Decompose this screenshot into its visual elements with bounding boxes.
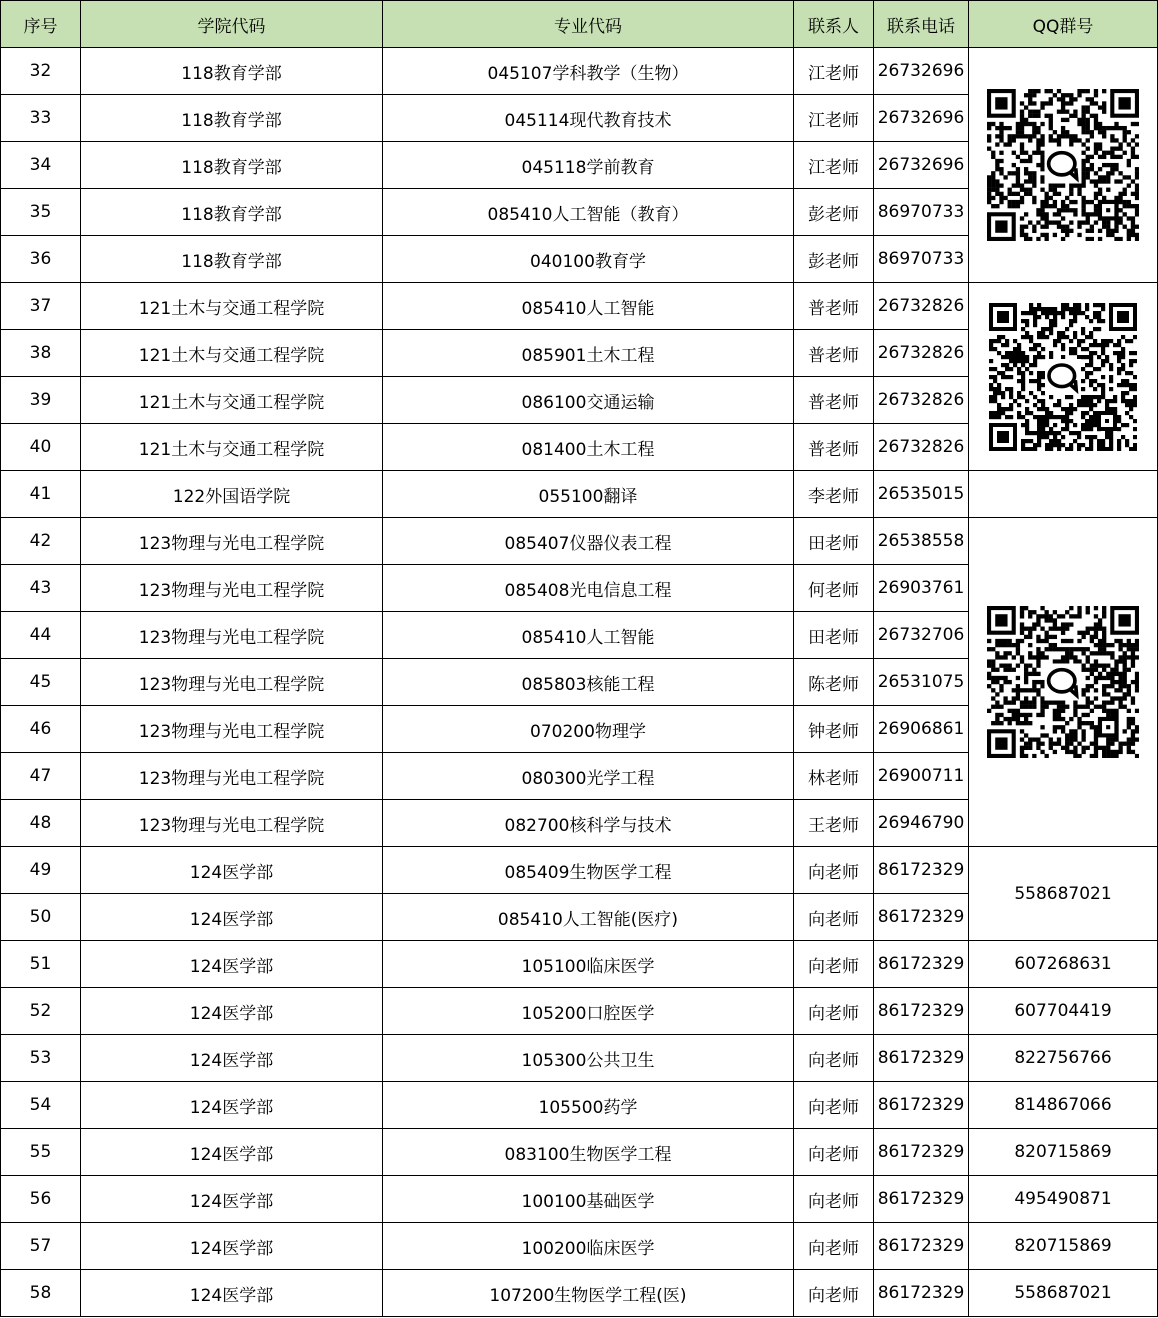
cell-major: 083100生物医学工程 [383,1129,794,1176]
cell-phone: 26732826 [874,283,969,330]
cell-phone: 26732696 [874,95,969,142]
header-row [1,1,1158,48]
cell-college: 121土木与交通工程学院 [81,424,383,471]
cell-index: 49 [1,847,81,894]
cell-qq-merged: 558687021 [969,847,1158,941]
cell-college: 118教育学部 [81,95,383,142]
cell-qq: 814867066 [969,1082,1158,1129]
cell-phone: 26538558 [874,518,969,565]
cell-college: 118教育学部 [81,236,383,283]
cell-college: 124医学部 [81,941,383,988]
cell-college: 123物理与光电工程学院 [81,565,383,612]
table-row [1,283,1158,330]
cell-phone: 86172329 [874,1223,969,1270]
cell-index: 53 [1,1035,81,1082]
cell-index: 38 [1,330,81,377]
cell-contact: 向老师 [794,1035,874,1082]
cell-phone: 86970733 [874,189,969,236]
cell-qq: 820715869 [969,1223,1158,1270]
cell-college: 123物理与光电工程学院 [81,753,383,800]
cell-contact: 向老师 [794,1129,874,1176]
cell-contact: 彭老师 [794,189,874,236]
qr-cell-physics [969,518,1158,847]
cell-index: 45 [1,659,81,706]
cell-contact: 普老师 [794,424,874,471]
header-college-code: 学院代码 [81,1,383,48]
cell-phone: 26531075 [874,659,969,706]
cell-index: 37 [1,283,81,330]
cell-major: 100100基础医学 [383,1176,794,1223]
cell-qq: 607268631 [969,941,1158,988]
table-row [1,1176,1158,1223]
cell-college: 124医学部 [81,1129,383,1176]
cell-qq: 495490871 [969,1176,1158,1223]
qr-code-icon [987,606,1139,758]
table-row [1,471,1158,518]
cell-index: 34 [1,142,81,189]
cell-index: 56 [1,1176,81,1223]
cell-qq: 822756766 [969,1035,1158,1082]
cell-phone: 26732826 [874,377,969,424]
cell-college: 124医学部 [81,1223,383,1270]
cell-index: 36 [1,236,81,283]
cell-phone: 26535015 [874,471,969,518]
cell-major: 070200物理学 [383,706,794,753]
cell-phone: 86172329 [874,941,969,988]
cell-contact: 田老师 [794,518,874,565]
cell-contact: 江老师 [794,142,874,189]
cell-index: 55 [1,1129,81,1176]
cell-college: 124医学部 [81,1035,383,1082]
cell-college: 118教育学部 [81,48,383,95]
cell-major: 085901土木工程 [383,330,794,377]
cell-major: 055100翻译 [383,471,794,518]
cell-contact: 田老师 [794,612,874,659]
cell-major: 105500药学 [383,1082,794,1129]
cell-contact: 普老师 [794,330,874,377]
table-row [1,1270,1158,1317]
cell-qq: 558687021 [969,1270,1158,1317]
cell-contact: 向老师 [794,941,874,988]
table-row [1,1035,1158,1082]
cell-major: 045114现代教育技术 [383,95,794,142]
qr-cell-civil [969,283,1158,471]
cell-college: 122外国语学院 [81,471,383,518]
cell-contact: 江老师 [794,95,874,142]
cell-college: 124医学部 [81,1176,383,1223]
cell-index: 35 [1,189,81,236]
cell-phone: 86172329 [874,1129,969,1176]
cell-contact: 向老师 [794,1082,874,1129]
cell-major: 085407仪器仪表工程 [383,518,794,565]
cell-phone: 26732696 [874,48,969,95]
cell-contact: 江老师 [794,48,874,95]
cell-contact: 普老师 [794,377,874,424]
header-index: 序号 [1,1,81,48]
cell-index: 39 [1,377,81,424]
cell-major: 107200生物医学工程(医) [383,1270,794,1317]
cell-index: 48 [1,800,81,847]
cell-index: 33 [1,95,81,142]
cell-index: 51 [1,941,81,988]
cell-index: 54 [1,1082,81,1129]
header-contact: 联系人 [794,1,874,48]
cell-contact: 向老师 [794,1176,874,1223]
cell-phone: 86172329 [874,847,969,894]
qr-cell-education [969,48,1158,283]
qr-code-icon [987,89,1139,241]
cell-major: 085408光电信息工程 [383,565,794,612]
cell-index: 41 [1,471,81,518]
cell-index: 42 [1,518,81,565]
cell-phone: 86172329 [874,1082,969,1129]
cell-college: 124医学部 [81,988,383,1035]
cell-contact: 向老师 [794,894,874,941]
cell-contact: 李老师 [794,471,874,518]
cell-college: 118教育学部 [81,189,383,236]
cell-college: 121土木与交通工程学院 [81,330,383,377]
cell-index: 57 [1,1223,81,1270]
cell-index: 44 [1,612,81,659]
header-phone: 联系电话 [874,1,969,48]
cell-contact: 林老师 [794,753,874,800]
cell-college: 124医学部 [81,1082,383,1129]
cell-qq: 607704419 [969,988,1158,1035]
cell-major: 085410人工智能 [383,283,794,330]
cell-phone: 26732696 [874,142,969,189]
cell-phone: 86172329 [874,894,969,941]
cell-index: 47 [1,753,81,800]
cell-major: 085409生物医学工程 [383,847,794,894]
cell-contact: 彭老师 [794,236,874,283]
cell-contact: 向老师 [794,1270,874,1317]
cell-qq-empty [969,471,1158,518]
cell-contact: 陈老师 [794,659,874,706]
cell-contact: 王老师 [794,800,874,847]
cell-index: 43 [1,565,81,612]
cell-contact: 普老师 [794,283,874,330]
cell-index: 50 [1,894,81,941]
cell-qq: 820715869 [969,1129,1158,1176]
cell-major: 081400土木工程 [383,424,794,471]
cell-college: 123物理与光电工程学院 [81,659,383,706]
cell-phone: 26732826 [874,424,969,471]
cell-index: 40 [1,424,81,471]
cell-contact: 钟老师 [794,706,874,753]
cell-college: 124医学部 [81,847,383,894]
cell-college: 124医学部 [81,1270,383,1317]
cell-major: 082700核科学与技术 [383,800,794,847]
cell-contact: 向老师 [794,847,874,894]
cell-college: 121土木与交通工程学院 [81,283,383,330]
cell-major: 045107学科教学（生物） [383,48,794,95]
cell-phone: 86172329 [874,1176,969,1223]
cell-contact: 向老师 [794,988,874,1035]
table-row [1,1223,1158,1270]
cell-major: 085803核能工程 [383,659,794,706]
cell-phone: 26946790 [874,800,969,847]
cell-major: 080300光学工程 [383,753,794,800]
cell-index: 46 [1,706,81,753]
cell-major: 086100交通运输 [383,377,794,424]
cell-major: 100200临床医学 [383,1223,794,1270]
cell-major: 105200口腔医学 [383,988,794,1035]
cell-major: 045118学前教育 [383,142,794,189]
cell-index: 32 [1,48,81,95]
cell-phone: 26906861 [874,706,969,753]
cell-major: 105300公共卫生 [383,1035,794,1082]
cell-phone: 26900711 [874,753,969,800]
cell-college: 123物理与光电工程学院 [81,518,383,565]
cell-index: 52 [1,988,81,1035]
table-row [1,1129,1158,1176]
cell-contact: 向老师 [794,1223,874,1270]
table-row [1,988,1158,1035]
header-major-code: 专业代码 [383,1,794,48]
cell-phone: 26732706 [874,612,969,659]
table-row [1,48,1158,95]
header-qq-group: QQ群号 [969,1,1158,48]
cell-college: 124医学部 [81,894,383,941]
cell-major: 085410人工智能 [383,612,794,659]
cell-college: 123物理与光电工程学院 [81,612,383,659]
qr-code-icon [989,303,1137,451]
cell-major: 085410人工智能(医疗) [383,894,794,941]
table-row [1,1082,1158,1129]
table-row [1,847,1158,894]
cell-major: 085410人工智能（教育） [383,189,794,236]
cell-college: 123物理与光电工程学院 [81,800,383,847]
cell-phone: 26732826 [874,330,969,377]
cell-major: 105100临床医学 [383,941,794,988]
cell-college: 123物理与光电工程学院 [81,706,383,753]
cell-college: 121土木与交通工程学院 [81,377,383,424]
table-row [1,941,1158,988]
cell-phone: 26903761 [874,565,969,612]
cell-phone: 86172329 [874,988,969,1035]
table-row [1,518,1158,565]
cell-major: 040100教育学 [383,236,794,283]
cell-index: 58 [1,1270,81,1317]
cell-phone: 86172329 [874,1035,969,1082]
cell-contact: 何老师 [794,565,874,612]
cell-phone: 86970733 [874,236,969,283]
cell-phone: 86172329 [874,1270,969,1317]
cell-college: 118教育学部 [81,142,383,189]
